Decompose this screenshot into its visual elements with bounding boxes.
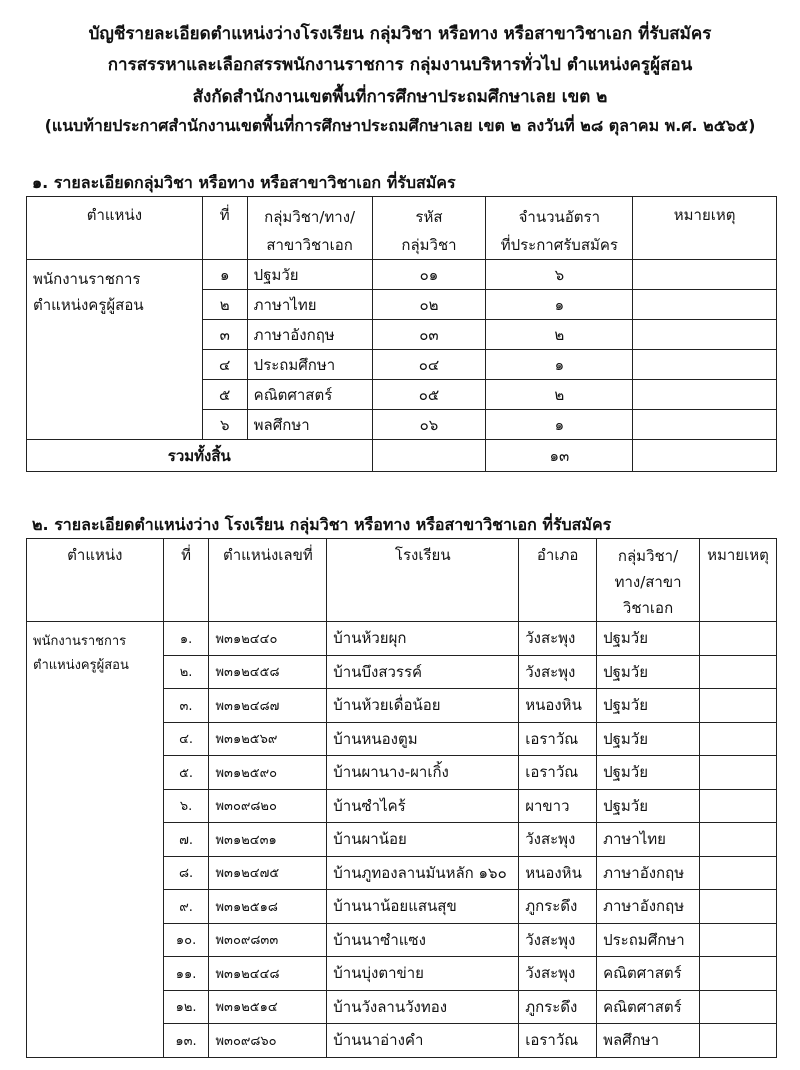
row-group: คณิตศาสตร์ (597, 957, 700, 991)
row-group: ปฐมวัย (247, 260, 372, 290)
row-remark (699, 722, 776, 756)
row-position-no: พ๓๑๒๔๔๘ (209, 957, 327, 991)
row-position-no: พ๓๐๙๘๒๐ (209, 789, 327, 823)
row-school: บ้านนาซำแซง (327, 923, 519, 957)
row-remark (633, 260, 777, 290)
row-group: ประถมศึกษา (597, 923, 700, 957)
total-label: รวมทั้งสิ้น (27, 440, 373, 472)
row-no: ๒ (202, 290, 247, 320)
total-row (27, 440, 777, 472)
col-header-remark: หมายเหตุ (699, 539, 776, 622)
row-no: ๑๑. (163, 957, 209, 991)
row-no: ๕. (163, 756, 209, 790)
position-cell: พนักงานราชการ ตำแหน่งครูผู้สอน (27, 622, 164, 1058)
row-code: ๐๔ (372, 350, 486, 380)
row-count: ๑ (486, 410, 633, 440)
doc-title-line-3: สังกัดสำนักงานเขตพื้นที่การศึกษาประถมศึกษาเลย เขต ๒ (192, 87, 608, 107)
row-no: ๓ (202, 320, 247, 350)
position-cell: พนักงานราชการ ตำแหน่งครูผู้สอน (27, 260, 203, 440)
row-no: ๗. (163, 823, 209, 857)
row-no: ๕ (202, 380, 247, 410)
row-district: วังสะพุง (519, 622, 597, 656)
row-count: ๒ (486, 380, 633, 410)
table-row (27, 260, 777, 290)
row-school: บ้านซำไคร้ (327, 789, 519, 823)
row-school: บ้านผาน้อย (327, 823, 519, 857)
row-code: ๐๒ (372, 290, 486, 320)
row-group: ภาษาอังกฤษ (597, 890, 700, 924)
row-district: เอราวัณ (519, 1024, 597, 1058)
row-group: ปฐมวัย (597, 689, 700, 723)
col-header-count: จำนวนอัตรา ที่ประกาศรับสมัคร (486, 197, 633, 260)
row-no: ๑ (202, 260, 247, 290)
row-remark (633, 410, 777, 440)
row-no: ๔. (163, 722, 209, 756)
row-remark (699, 756, 776, 790)
col-header-position-no: ตำแหน่งเลขที่ (209, 539, 327, 622)
section-2-table (26, 538, 777, 1058)
row-group: ปฐมวัย (597, 789, 700, 823)
row-group: ปฐมวัย (597, 756, 700, 790)
row-position-no: พ๓๑๒๕๑๘ (209, 890, 327, 924)
row-group: คณิตศาสตร์ (247, 380, 372, 410)
total-value: ๑๓ (486, 440, 633, 472)
row-position-no: พ๓๑๒๕๑๔ (209, 990, 327, 1024)
row-no: ๑๐. (163, 923, 209, 957)
row-no: ๙. (163, 890, 209, 924)
row-no: ๖ (202, 410, 247, 440)
section-1-title: ๑. รายละเอียดกลุ่มวิชา หรือทาง หรือสาขาวิชาเอก ที่รับสมัคร (32, 173, 456, 192)
row-district: เอราวัณ (519, 722, 597, 756)
row-position-no: พ๓๑๒๔๕๘ (209, 655, 327, 689)
row-remark (699, 856, 776, 890)
row-count: ๑ (486, 290, 633, 320)
doc-title-line-1: บัญชีรายละเอียดตำแหน่งว่างโรงเรียน กลุ่มวิชา หรือทาง หรือสาขาวิชาเอก ที่รับสมัคร (88, 24, 712, 44)
row-count: ๑ (486, 350, 633, 380)
col-header-no: ที่ (163, 539, 209, 622)
row-remark (633, 350, 777, 380)
row-district: วังสะพุง (519, 823, 597, 857)
row-remark (699, 890, 776, 924)
row-district: เอราวัณ (519, 756, 597, 790)
row-group: ภาษาไทย (597, 823, 700, 857)
row-group: ภาษาอังกฤษ (597, 856, 700, 890)
row-position-no: พ๓๑๒๕๖๙ (209, 722, 327, 756)
row-school: บ้านนาอ่างคำ (327, 1024, 519, 1058)
row-remark (699, 823, 776, 857)
col-header-district: อำเภอ (519, 539, 597, 622)
row-group: ประถมศึกษา (247, 350, 372, 380)
row-code: ๐๑ (372, 260, 486, 290)
row-group: ภาษาอังกฤษ (247, 320, 372, 350)
table-header-row (27, 197, 777, 260)
col-header-group: กลุ่มวิชา/ ทาง/สาขา วิชาเอก (597, 539, 700, 622)
row-count: ๒ (486, 320, 633, 350)
row-position-no: พ๓๐๙๘๓๓ (209, 923, 327, 957)
row-school: บ้านผานาง-ผาเกิ้ง (327, 756, 519, 790)
row-no: ๑๒. (163, 990, 209, 1024)
row-remark (633, 290, 777, 320)
row-no: ๔ (202, 350, 247, 380)
row-group: ภาษาไทย (247, 290, 372, 320)
row-school: บ้านห้วยเดื่อน้อย (327, 689, 519, 723)
row-district: ผาขาว (519, 789, 597, 823)
row-remark (699, 923, 776, 957)
row-remark (699, 655, 776, 689)
row-district: วังสะพุง (519, 957, 597, 991)
row-school: บ้านบุ่งตาข่าย (327, 957, 519, 991)
row-remark (699, 957, 776, 991)
doc-title-line-2: การสรรหาและเลือกสรรพนักงานราชการ กลุ่มงานบริหารทั่วไป ตำแหน่งครูผู้สอน (107, 55, 693, 75)
col-header-group: กลุ่มวิชา/ทาง/ สาขาวิชาเอก (247, 197, 372, 260)
row-no: ๑. (163, 622, 209, 656)
row-remark (699, 990, 776, 1024)
row-group: ปฐมวัย (597, 622, 700, 656)
row-code: ๐๓ (372, 320, 486, 350)
row-district: วังสะพุง (519, 923, 597, 957)
row-remark (699, 789, 776, 823)
row-group: ปฐมวัย (597, 655, 700, 689)
row-school: บ้านห้วยผุก (327, 622, 519, 656)
col-header-position: ตำแหน่ง (27, 539, 164, 622)
row-group: ปฐมวัย (597, 722, 700, 756)
col-header-school: โรงเรียน (327, 539, 519, 622)
col-header-no: ที่ (202, 197, 247, 260)
row-remark (699, 622, 776, 656)
row-district: ภูกระดึง (519, 990, 597, 1024)
doc-title-line-4: (แนบท้ายประกาศสำนักงานเขตพื้นที่การศึกษาประถมศึกษาเลย เขต ๒ ลงวันที่ ๒๘ ตุลาคม พ.ศ. ๒๕๖๕) (44, 116, 756, 135)
table-header-row (27, 539, 777, 622)
row-school: บ้านหนองตูม (327, 722, 519, 756)
row-group: พลศึกษา (597, 1024, 700, 1058)
row-school: บ้านบึงสวรรค์ (327, 655, 519, 689)
row-no: ๑๓. (163, 1024, 209, 1058)
row-no: ๖. (163, 789, 209, 823)
row-position-no: พ๓๑๒๔๔๐ (209, 622, 327, 656)
row-no: ๓. (163, 689, 209, 723)
row-remark (633, 380, 777, 410)
row-group: คณิตศาสตร์ (597, 990, 700, 1024)
row-position-no: พ๓๑๒๕๙๐ (209, 756, 327, 790)
row-remark (699, 1024, 776, 1058)
row-no: ๘. (163, 856, 209, 890)
row-position-no: พ๓๑๒๔๗๕ (209, 856, 327, 890)
section-2-title: ๒. รายละเอียดตำแหน่งว่าง โรงเรียน กลุ่มวิชา หรือทาง หรือสาขาวิชาเอก ที่รับสมัคร (32, 515, 612, 534)
row-district: หนองหิน (519, 856, 597, 890)
row-group: พลศึกษา (247, 410, 372, 440)
col-header-code: รหัส กลุ่มวิชา (372, 197, 486, 260)
row-school: บ้านนาน้อยแสนสุข (327, 890, 519, 924)
row-code: ๐๕ (372, 380, 486, 410)
table-row (27, 622, 777, 656)
section-1-table (26, 196, 777, 472)
row-no: ๒. (163, 655, 209, 689)
row-school: บ้านวังลานวังทอง (327, 990, 519, 1024)
row-district: วังสะพุง (519, 655, 597, 689)
row-position-no: พ๓๑๒๔๘๗ (209, 689, 327, 723)
row-position-no: พ๓๑๒๔๓๑ (209, 823, 327, 857)
row-count: ๖ (486, 260, 633, 290)
row-code: ๐๖ (372, 410, 486, 440)
row-district: หนองหิน (519, 689, 597, 723)
col-header-remark: หมายเหตุ (633, 197, 777, 260)
row-remark (699, 689, 776, 723)
row-remark (633, 320, 777, 350)
row-school: บ้านภูทองลานมันหลัก ๑๖๐ (327, 856, 519, 890)
row-position-no: พ๓๐๙๘๖๐ (209, 1024, 327, 1058)
col-header-position: ตำแหน่ง (27, 197, 203, 260)
row-district: ภูกระดึง (519, 890, 597, 924)
